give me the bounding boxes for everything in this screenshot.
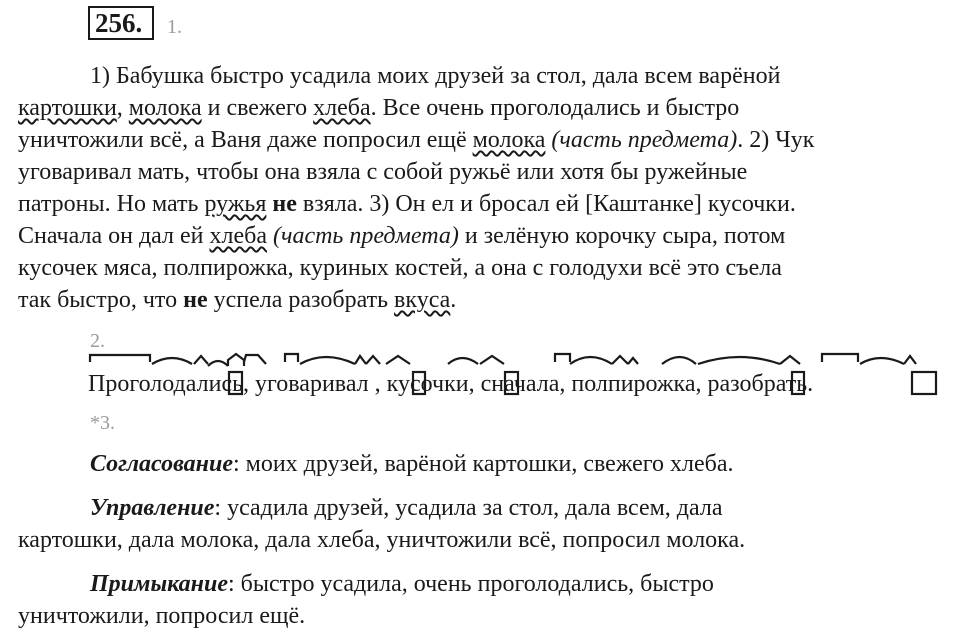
root-arc-mark [448,358,478,364]
agreement-text: : моих друзей, варёной картошки, свежего хлеба. [232,451,734,477]
morph-marks-word-3 [448,356,518,394]
morph-marks-word-6 [822,354,936,394]
morph-sep-6: . [807,371,814,397]
morph-sep-2: , [368,371,387,397]
adjunction-line-2: уничтожили, попросил ещё. [18,603,306,629]
root-arc-mark [860,358,904,364]
note-part-of-object: (часть предмета) [273,223,459,249]
adjunction-label: Примыкание [90,571,228,597]
object-word: картошки [18,95,117,121]
root-arc-mark [208,361,228,366]
task-3-marker: *3. [90,412,115,434]
text-fragment: . 2) Чук [737,127,815,153]
suffix-mark [194,356,208,364]
root-arc-mark [662,357,696,364]
suffix-mark [366,356,380,364]
suffix-mark [480,356,504,364]
government-line-1 [90,492,723,524]
text-fragment: взяла. 3) Он ел и бросал ей [Каштанке] кусочки. [296,191,796,217]
morph-sep-3: , [468,371,481,397]
morph-marks-word-1 [90,354,266,394]
ending-box [505,372,518,394]
ending-box [792,372,804,394]
object-word: молока [472,127,546,153]
text-fragment: уничтожили всё, а Ваня даже попросил ещё [18,127,473,153]
suffix-mark [780,356,800,364]
government-line-2: картошки, дала молока, дала хлеба, уничтожили всё, попросил молока. [18,527,746,553]
root-arc-mark [300,357,355,364]
text-fragment: . Все очень проголодались и быстро [370,95,740,121]
postfix-mark [244,355,266,364]
morph-word-5: полпирожка [571,371,696,397]
text-fragment: патроны. Но мать [18,191,205,217]
text-fragment: успела разобрать [207,287,395,313]
morph-sep-1: , [243,371,256,397]
text-fragment: и зелёную корочку сыра, потом [458,223,786,249]
text-fragment: . [450,287,457,313]
morph-sep-5: , [695,371,708,397]
adjunction-line-1 [90,568,714,600]
ending-box [413,372,425,394]
suffix-mark [228,354,244,366]
root-arc-mark [152,358,192,364]
root-arc-mark [570,357,612,364]
ending-box [229,372,242,394]
object-word: вкуса [394,287,451,313]
negation-particle: не [272,191,297,217]
suffix-mark [612,356,628,364]
morph-word-2: уговаривал [255,371,369,397]
object-word: хлеба [209,223,267,249]
morph-word-1: Проголодались [88,371,244,397]
government-text-1: : усадила друзей, усадила за стол, дала всем, дала [214,495,723,521]
suffix-mark [355,356,366,364]
morph-word-3: кусочки [386,371,469,397]
note-part-of-object: (часть предмета) [551,127,738,153]
morph-sep-4: , [559,371,572,397]
text-line-1: 1) Бабушка быстро усадила моих друзей за стол, дала всем варёной [90,63,781,89]
prefix-mark [285,354,298,362]
text-fragment: и свежего [201,95,314,121]
text-fragment: Сначала он дал ей [18,223,210,249]
task-1-marker: 1. [167,16,182,38]
suffix-mark [628,358,638,364]
root-arc-mark [698,357,780,364]
suffix-mark [386,356,410,364]
negation-particle: не [183,287,208,313]
ending-box [912,372,936,394]
text-line-4: уговаривал мать, чтобы она взяла с собой ружьё или хотя бы ружейные [18,159,748,185]
morph-marks-word-2 [285,354,425,394]
text-fragment: так быстро, что [18,287,184,313]
object-word: молока [128,95,202,121]
text-fragment: , [116,95,129,121]
morph-word-4: сначала [480,371,560,397]
prefix-mark [822,354,858,362]
agreement-line [90,448,734,480]
object-word: ружья [204,191,267,217]
morph-marks-word-4 [555,354,638,364]
suffix-mark [904,356,916,364]
object-word: хлеба [313,95,371,121]
morph-word-6: разобрать [707,371,808,397]
text-line-7: кусочек мяса, полпирожка, куриных костей, а она с голодухи всё это съела [18,255,782,281]
prefix-mark [90,355,150,362]
agreement-label: Согласование [90,451,233,477]
task-2-marker: 2. [90,330,105,352]
morph-marks-word-5 [662,356,804,394]
government-label: Управление [90,495,215,521]
prefix-mark [555,354,570,362]
exercise-number: 256. [88,6,154,40]
adjunction-text-1: : быстро усадила, очень проголодались, быстро [228,571,714,597]
